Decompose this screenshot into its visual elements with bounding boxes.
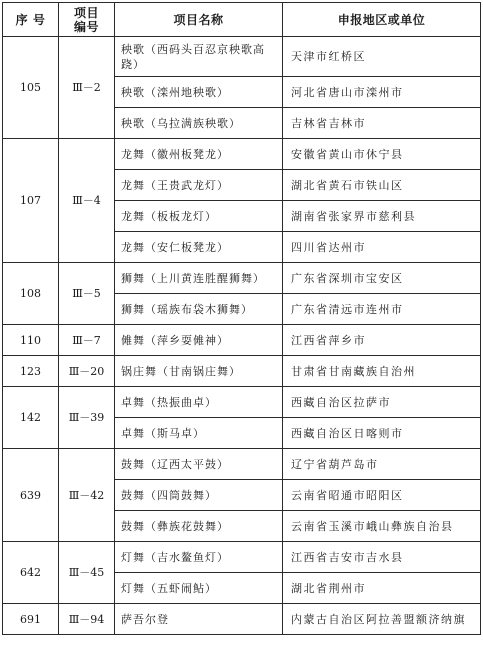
item-name-cell: 鼓舞（彝族花鼓舞） [115, 511, 283, 542]
table-header-row [3, 3, 481, 37]
item-name-cell: 龙舞（徽州板凳龙） [115, 139, 283, 170]
applicant-region-cell: 天津市红桥区 [283, 37, 481, 77]
serial-number-cell: 105 [3, 37, 59, 139]
heritage-items-table [2, 2, 481, 635]
serial-number-cell: 642 [3, 542, 59, 604]
serial-number-cell: 107 [3, 139, 59, 263]
applicant-region-cell: 湖南省张家界市慈利县 [283, 201, 481, 232]
table-row [3, 449, 481, 480]
header-item-code-line2: 编号 [73, 19, 99, 34]
item-name-cell: 鼓舞（四筒鼓舞） [115, 480, 283, 511]
applicant-region-cell: 西藏自治区日喀则市 [283, 418, 481, 449]
item-code-cell: Ⅲ－5 [59, 263, 115, 325]
applicant-region-cell: 江西省吉安市吉水县 [283, 542, 481, 573]
item-name-cell: 鼓舞（辽西太平鼓） [115, 449, 283, 480]
item-code-cell: Ⅲ－45 [59, 542, 115, 604]
item-code-cell: Ⅲ－20 [59, 356, 115, 387]
item-name-cell: 灯舞（吉水鳌鱼灯） [115, 542, 283, 573]
item-code-cell: Ⅲ－42 [59, 449, 115, 542]
header-item-name: 项目名称 [115, 3, 283, 37]
item-name-cell: 傩舞（萍乡耍傩神） [115, 325, 283, 356]
header-serial-number: 序 号 [3, 3, 59, 37]
item-name-cell: 灯舞（五虾闹鲇） [115, 573, 283, 604]
item-name-cell: 卓舞（斯马卓） [115, 418, 283, 449]
item-name-cell: 萨吾尔登 [115, 604, 283, 635]
applicant-region-cell: 广东省深圳市宝安区 [283, 263, 481, 294]
table-row [3, 325, 481, 356]
item-name-cell: 秧歌（滦州地秧歌） [115, 77, 283, 108]
item-code-cell: Ⅲ－2 [59, 37, 115, 139]
applicant-region-cell: 安徽省黄山市休宁县 [283, 139, 481, 170]
applicant-region-cell: 广东省清远市连州市 [283, 294, 481, 325]
applicant-region-cell: 江西省萍乡市 [283, 325, 481, 356]
item-name-cell: 秧歌（乌拉满族秧歌） [115, 108, 283, 139]
table-row [3, 542, 481, 573]
applicant-region-cell: 西藏自治区拉萨市 [283, 387, 481, 418]
item-code-cell: Ⅲ－7 [59, 325, 115, 356]
serial-number-cell: 639 [3, 449, 59, 542]
item-name-cell: 秧歌（西码头百忍京秧歌高跷） [115, 37, 283, 77]
item-name-cell: 龙舞（王贵武龙灯） [115, 170, 283, 201]
serial-number-cell: 108 [3, 263, 59, 325]
item-name-cell: 龙舞（板板龙灯） [115, 201, 283, 232]
applicant-region-cell: 甘肃省甘南藏族自治州 [283, 356, 481, 387]
table-row [3, 356, 481, 387]
header-item-code [59, 3, 115, 37]
table-row [3, 387, 481, 418]
serial-number-cell: 691 [3, 604, 59, 635]
header-item-code-line1: 项目 [73, 5, 99, 20]
header-applicant-region: 申报地区或单位 [283, 3, 481, 37]
table-row [3, 139, 481, 170]
applicant-region-cell: 湖北省荆州市 [283, 573, 481, 604]
applicant-region-cell: 四川省达州市 [283, 232, 481, 263]
item-code-cell: Ⅲ－4 [59, 139, 115, 263]
table-row [3, 604, 481, 635]
applicant-region-cell: 河北省唐山市滦州市 [283, 77, 481, 108]
item-name-cell: 卓舞（热振曲卓） [115, 387, 283, 418]
applicant-region-cell: 湖北省黄石市铁山区 [283, 170, 481, 201]
item-name-cell: 锅庄舞（甘南锅庄舞） [115, 356, 283, 387]
applicant-region-cell: 内蒙古自治区阿拉善盟额济纳旗 [283, 604, 481, 635]
applicant-region-cell: 吉林省吉林市 [283, 108, 481, 139]
table-body [3, 37, 481, 635]
serial-number-cell: 110 [3, 325, 59, 356]
serial-number-cell: 142 [3, 387, 59, 449]
item-name-cell: 龙舞（安仁板凳龙） [115, 232, 283, 263]
table-row [3, 263, 481, 294]
applicant-region-cell: 云南省玉溪市峨山彝族自治县 [283, 511, 481, 542]
applicant-region-cell: 云南省昭通市昭阳区 [283, 480, 481, 511]
item-code-cell: Ⅲ－39 [59, 387, 115, 449]
applicant-region-cell: 辽宁省葫芦岛市 [283, 449, 481, 480]
serial-number-cell: 123 [3, 356, 59, 387]
table-row [3, 37, 481, 77]
item-name-cell: 狮舞（瑶族布袋木狮舞） [115, 294, 283, 325]
item-name-cell: 狮舞（上川黄连胜醒狮舞） [115, 263, 283, 294]
item-code-cell: Ⅲ－94 [59, 604, 115, 635]
